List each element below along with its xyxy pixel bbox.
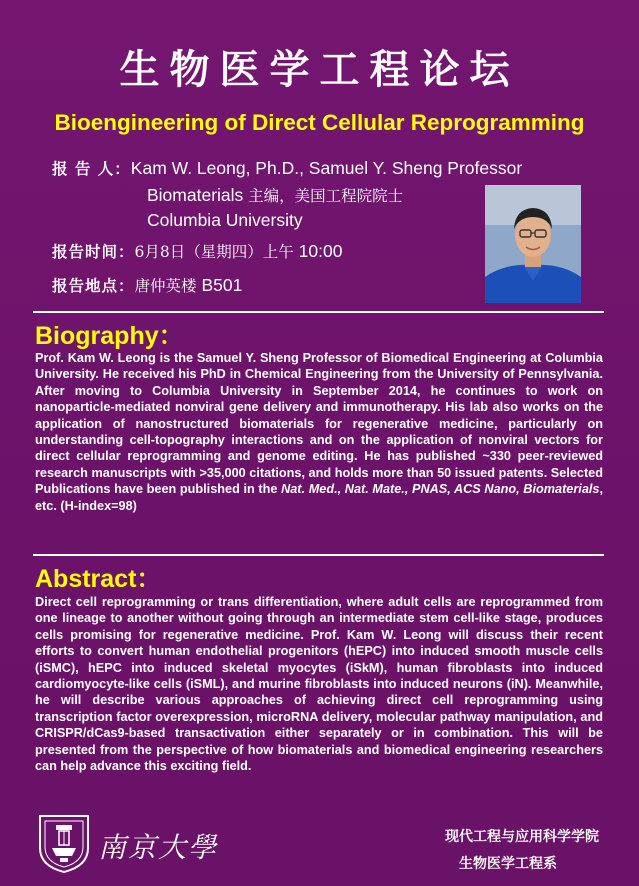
speaker-name: Kam W. Leong, Ph.D., Samuel Y. Sheng Professor (130, 158, 523, 178)
time-value-hour: 10:00 (298, 241, 343, 261)
biography-body: Prof. Kam W. Leong is the Samuel Y. Sheng Professor of Biomedical Engineering at Columbia University. He received his PhD in Chemical Engineering from the University of Pennsylvania. After moving to Columbia University in September 2014, he continues to work on nanoparticle-mediated nonviral gene delivery and immunotherapy. His lab also works on the application of nanostructured biomaterials for regenerative medicine, particularly on understanding cell-topography interactions and on the application of nonviral vectors for direct cellular reprogramming and genome editing. He has published ~330 peer-reviewed research manuscripts with >35,000 citations, and holds more than 50 issued patents. Selected Publications have been published in the (35, 351, 603, 497)
school-name: 现代工程与应用科学学院 (445, 829, 599, 845)
speaker-titles: 主编，美国工程院院士 (248, 187, 404, 205)
speaker-affiliation: Columbia University (147, 210, 303, 230)
divider-middle (33, 554, 604, 556)
journal-name: Biomaterials (147, 185, 244, 205)
biography-heading: Biography： (35, 322, 184, 350)
abstract-heading: Abstract： (35, 565, 162, 593)
place-value-room: B501 (201, 275, 243, 295)
speaker-row (52, 157, 522, 179)
talk-title: Bioengineering of Direct Cellular Reprogramming (54, 110, 585, 135)
speaker-role (147, 184, 403, 206)
department-name: 生物医学工程系 (459, 856, 557, 872)
divider-top (33, 311, 604, 313)
speaker-label: 报 告 人： (52, 159, 131, 178)
place-row (52, 274, 242, 296)
place-label: 报告地点： (52, 276, 135, 295)
time-value-date: 6月8日（星期四）上午 (134, 243, 299, 261)
nju-calligraphy-name: 南京大學 (98, 831, 219, 864)
place-value-building: 唐仲英楼 (134, 277, 202, 295)
nju-seal-logo (36, 812, 92, 874)
biography-hindex: , etc. (H-index=98) (35, 482, 603, 513)
time-label: 报告时间： (52, 242, 135, 261)
biography-text (35, 350, 603, 514)
abstract-text: Direct cell reprogramming or trans differentiation, where adult cells are reprogrammed from one lineage to another without going through an intermediate stem cell-like stage, produces cells promising for regenerative medicine. Prof. Kam W. Leong will discuss their recent efforts to convert human endothelial progenitors (hEPC) into induced smooth muscle cells (iSMC), hEPC into induced skeletal myocytes (iSkM), human fibroblasts into induced cardiomyocyte-like cells (iSML), and murine fibroblasts into induced neurons (iN). Meanwhile, he will describe various approaches of achieving direct cell reprogramming using transcription factor overexpression, microRNA delivery, molecular pathway manipulation, and CRISPR/dCas9-based transactivation either separately or in combination. This will be presented from the perspective of how biomaterials and biomedical engineering researchers can help advance this exciting field. (35, 595, 603, 774)
biography-journals: Nat. Med., Nat. Mate., PNAS, ACS Nano, Biomaterials (281, 482, 600, 497)
forum-title: 生物医学工程论坛 (119, 46, 520, 93)
time-row (52, 240, 342, 262)
speaker-photo (485, 185, 581, 303)
